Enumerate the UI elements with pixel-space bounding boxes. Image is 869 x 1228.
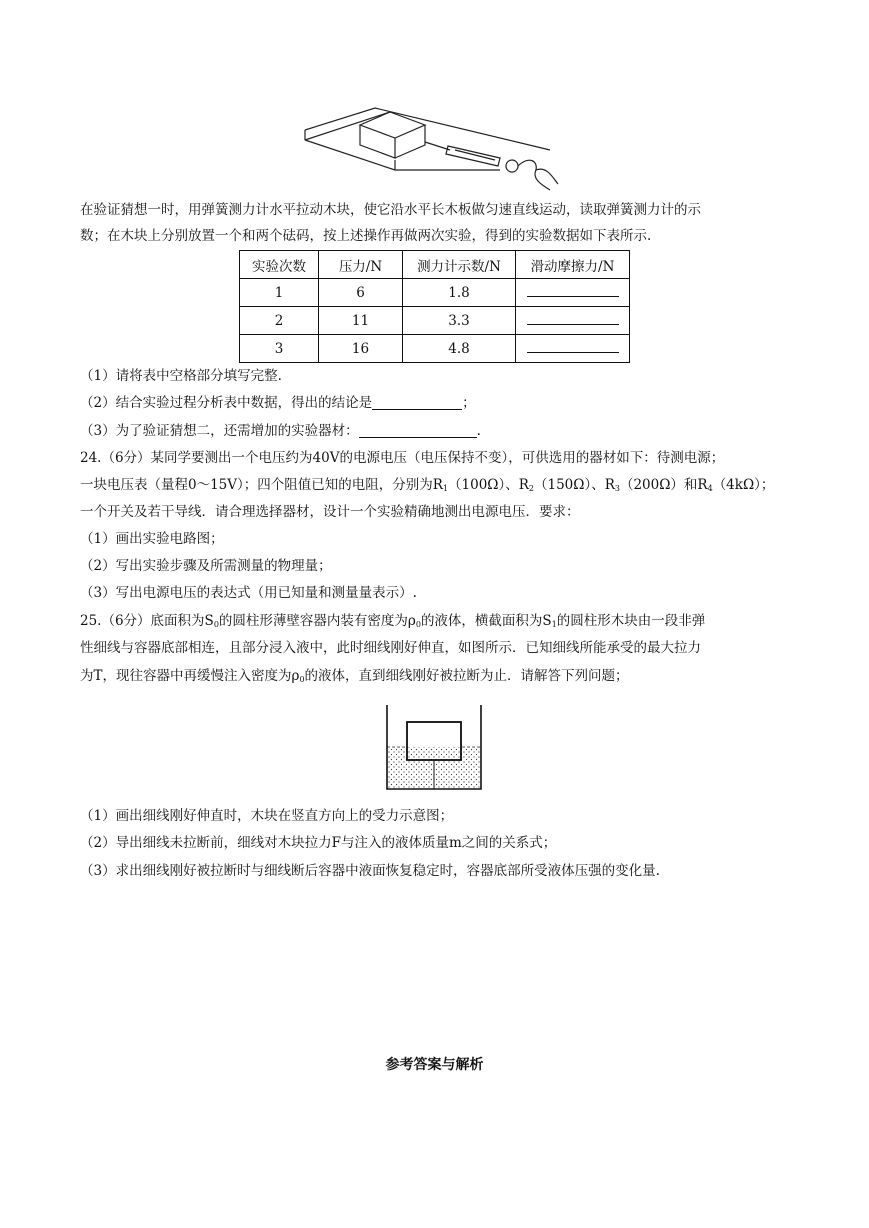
q24-part-1: （1）画出实验电路图； — [80, 531, 224, 547]
s1-subscript: 1 — [551, 620, 557, 629]
q23-part-2-end: ； — [462, 395, 476, 411]
table-cell: 2 — [240, 307, 319, 335]
table-cell: 1 — [240, 279, 319, 307]
table-row — [240, 307, 630, 335]
r4-value: （4kΩ）； — [712, 477, 775, 493]
table-cell: 3.3 — [403, 307, 516, 335]
r4-subscript: 4 — [707, 484, 713, 493]
experiment-data-table — [239, 250, 630, 363]
table-cell: 6 — [319, 279, 403, 307]
table-header-row — [240, 251, 630, 279]
q24-part-3: （3）写出电源电压的表达式（用已知量和测量量表示）. — [80, 585, 417, 601]
q23-part-2 — [80, 393, 476, 413]
r1-subscript: 1 — [442, 484, 449, 493]
table-row — [240, 279, 630, 307]
rho0-subscript: 0 — [299, 675, 305, 684]
q24-line-2-text: 一块电压表（量程0～15V）；四个阻值已知的电阻，分别为R — [80, 477, 443, 493]
q23-part-1: （1）请将表中空格部分填写完整. — [80, 368, 282, 384]
table-cell: 4.8 — [403, 335, 516, 363]
block-spring-scale-figure — [300, 100, 565, 198]
q24-part-2: （2）写出实验步骤及所需测量的物理量； — [80, 558, 332, 574]
q24-line-3: 一个开关及若干导线．请合理选择器材，设计一个实验精确地测出电源电压．要求： — [80, 504, 580, 520]
q25-line-2: 性细线与容器底部相连，且部分浸入液中，此时细线刚好伸直，如图所示．已知细线所能承受的最大拉力 — [80, 640, 701, 656]
friction-blank-cell[interactable] — [516, 279, 630, 307]
q25-line-1-density: 的圆柱形薄壁容器内装有密度为ρ — [218, 613, 416, 629]
q25-line-3-text: 为T，现往容器中再缓慢注入密度为ρ — [80, 668, 300, 684]
table-cell: 1.8 — [403, 279, 516, 307]
q23-part-3-text: （3）为了验证猜想二，还需增加的实验器材： — [80, 423, 359, 439]
table-header-cell: 压力/N — [319, 251, 403, 279]
table-header-cell: 滑动摩擦力/N — [516, 251, 630, 279]
section-title: 参考答案与解析 — [385, 1057, 484, 1073]
q23-part-3-end: . — [476, 423, 481, 439]
friction-blank-cell[interactable] — [516, 307, 630, 335]
table-row — [240, 335, 630, 363]
q24-line-1: 24.（6分）某同学要测出一个电压约为40V的电源电压（电压保持不变），可供选用的器材如下：待测电源； — [80, 450, 725, 466]
rho0-subscript: 0 — [415, 620, 421, 629]
equipment-blank[interactable] — [359, 423, 477, 438]
intro-line-2: 数；在木块上分别放置一个和两个砝码，按上述操作再做两次实验，得到的实验数据如下表所示. — [80, 228, 652, 244]
table-header-cell: 测力计示数/N — [403, 251, 516, 279]
friction-blank-cell[interactable] — [516, 335, 630, 363]
q25-line-1-end: 的圆柱形木块由一段非弹 — [556, 613, 706, 629]
q25-part-3: （3）求出细线刚好被拉断时与细线断后容器中液面恢复稳定时，容器底部所受液体压强的变化量. — [80, 863, 660, 879]
q25-line-1-area: 的液体，横截面积为S — [420, 613, 552, 629]
r1-value: （100Ω）、R — [448, 477, 529, 493]
q23-part-3 — [80, 421, 481, 441]
q25-line-1 — [80, 611, 705, 635]
q25-line-1-text: 25.（6分）底面积为S — [80, 613, 214, 629]
q25-line-3 — [80, 666, 629, 690]
q25-part-1: （1）画出细线刚好伸直时，木块在竖直方向上的受力示意图； — [80, 808, 454, 824]
q24-line-2 — [80, 475, 774, 499]
table-cell: 11 — [319, 307, 403, 335]
r2-value: （150Ω）、R — [534, 477, 615, 493]
intro-line-1: 在验证猜想一时，用弹簧测力计水平拉动木块，使它沿水平长木板做匀速直线运动，读取弹簧测力计的示 — [80, 202, 701, 218]
r3-value: （200Ω）和R — [619, 477, 708, 493]
r2-subscript: 2 — [528, 484, 534, 493]
q25-part-2: （2）导出细线未拉断前，细线对木块拉力F与注入的液体质量m之间的关系式； — [80, 835, 557, 851]
r3-subscript: 3 — [614, 484, 620, 493]
q25-line-3-end: 的液体，直到细线刚好被拉断为止．请解答下列问题； — [304, 668, 629, 684]
table-cell: 3 — [240, 335, 319, 363]
conclusion-blank[interactable] — [372, 395, 462, 410]
container-block-figure — [385, 703, 485, 793]
table-cell: 16 — [319, 335, 403, 363]
s0-subscript: 0 — [213, 620, 219, 629]
q23-part-2-text: （2）结合实验过程分析表中数据，得出的结论是 — [80, 395, 373, 411]
table-header-cell: 实验次数 — [240, 251, 319, 279]
